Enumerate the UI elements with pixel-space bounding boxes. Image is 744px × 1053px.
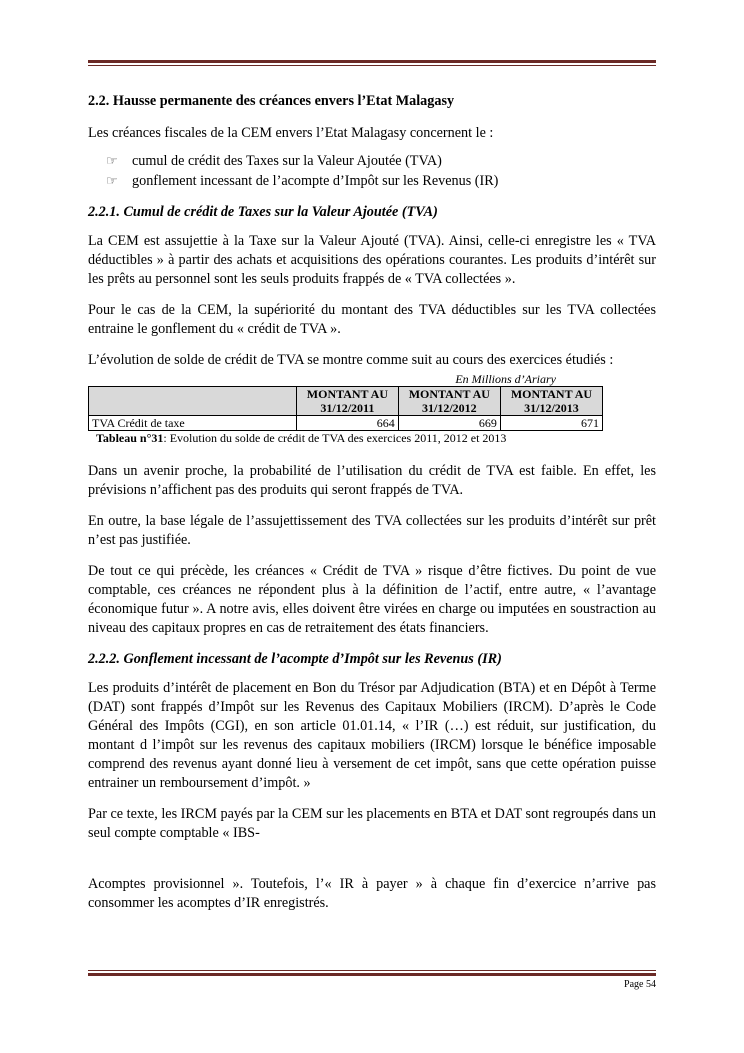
- paragraph: De tout ce qui précède, les créances « Crédit de TVA » risque d’être fictives. Du point de vue comptable, ces créances ne répondent plus à la définition de l’actif, entre autre, « l’avantage économique futur ». A notre avis, elles doivent être virées en charge ou imputées en soustraction au niveau des capitaux propres en cas de retraitement des états financiers.: [88, 563, 656, 636]
- paragraph: Acomptes provisionnel ». Toutefois, l’« IR à payer » à chaque fin d’exercice n’arrive pas consommer les acomptes d’IR enregistrés.: [88, 876, 656, 911]
- table-row: [89, 416, 603, 431]
- paragraph: Par ce texte, les IRCM payés par la CEM sur les placements en BTA et DAT sont regroupés dans un seul compte comptable « IBS-: [88, 806, 656, 841]
- list-item-text: gonflement incessant de l’acompte d’Impôt sur les Revenus (IR): [132, 173, 499, 189]
- table-caption: [88, 431, 656, 446]
- table-unit-label: En Millions d’Ariary: [455, 372, 556, 386]
- table-header-cell: MONTANT AU 31/12/2011: [297, 387, 399, 416]
- section-title-2-2: 2.2. Hausse permanente des créances envers l’Etat Malagasy: [88, 93, 455, 109]
- header-rule: [88, 60, 656, 66]
- table-cell: 671: [500, 416, 602, 431]
- pointing-hand-icon: ☞: [106, 153, 118, 168]
- paragraph: La CEM est assujettie à la Taxe sur la Valeur Ajouté (TVA). Ainsi, celle-ci enregistre les « TVA déductibles » à partir des achats et acquisitions des opérations courantes. Les produits d’intérêt sur les prêts au personnel sont les seuls produits frappés de « TVA collectées ».: [88, 233, 656, 287]
- paragraph: Les produits d’intérêt de placement en Bon du Trésor par Adjudication (BTA) et en Dépôt à Terme (DAT) sont frappés d’Impôt sur les Revenus des Capitaux Mobiliers (IRCM). D’après le Code Général des Impôts (CGI), en son article 01.01.14, « l’IR (…) est réduit, sur justification, du montant d l’impôt sur les revenus des capitaux mobiliers (IRCM) lorsque le bénéfice imposable comprend des revenus ayant donné lieu à versement de cet impôt, sans que cette opération puisse entrainer un remboursement d’impôt. »: [88, 680, 656, 791]
- bullet-list: [88, 151, 656, 191]
- list-item: [106, 171, 656, 191]
- table-cell: 664: [297, 416, 399, 431]
- paragraph: Dans un avenir proche, la probabilité de l’utilisation du crédit de TVA est faible. En effet, les prévisions n’affichent pas des produits qui seront frappés de TVA.: [88, 463, 656, 498]
- table-caption-number: Tableau n°31: [96, 431, 164, 445]
- table-row-label: TVA Crédit de taxe: [89, 416, 297, 431]
- section-title-2-2-2: 2.2.2. Gonflement incessant de l’acompte d’Impôt sur les Revenus (IR): [88, 651, 502, 667]
- table-cell: 669: [398, 416, 500, 431]
- paragraph: L’évolution de solde de crédit de TVA se montre comme suit au cours des exercices étudiés :: [88, 352, 614, 368]
- section-2-2-intro: Les créances fiscales de la CEM envers l’Etat Malagasy concernent le :: [88, 125, 494, 141]
- tva-credit-table: [88, 386, 603, 431]
- pointing-hand-icon: ☞: [106, 173, 118, 188]
- table-header-blank: [89, 387, 297, 416]
- section-title-2-2-1: 2.2.1. Cumul de crédit de Taxes sur la Valeur Ajoutée (TVA): [88, 204, 438, 220]
- table-header-cell: MONTANT AU 31/12/2012: [398, 387, 500, 416]
- page-number: Page 54: [624, 979, 656, 990]
- list-item: [106, 151, 656, 171]
- footer-rule: [88, 970, 656, 976]
- table-caption-text: : Evolution du solde de crédit de TVA des exercices 2011, 2012 et 2013: [163, 431, 507, 445]
- paragraph: En outre, la base légale de l’assujettissement des TVA collectées sur les produits d’intérêt sur prêt n’est pas justifiée.: [88, 513, 656, 548]
- table-header-cell: MONTANT AU 31/12/2013: [500, 387, 602, 416]
- paragraph: Pour le cas de la CEM, la supériorité du montant des TVA déductibles sur les TVA collectées entraine le gonflement du « crédit de TVA ».: [88, 302, 656, 337]
- page-body: [88, 92, 656, 925]
- list-item-text: cumul de crédit des Taxes sur la Valeur Ajoutée (TVA): [132, 153, 442, 169]
- table-header-row: [89, 387, 603, 416]
